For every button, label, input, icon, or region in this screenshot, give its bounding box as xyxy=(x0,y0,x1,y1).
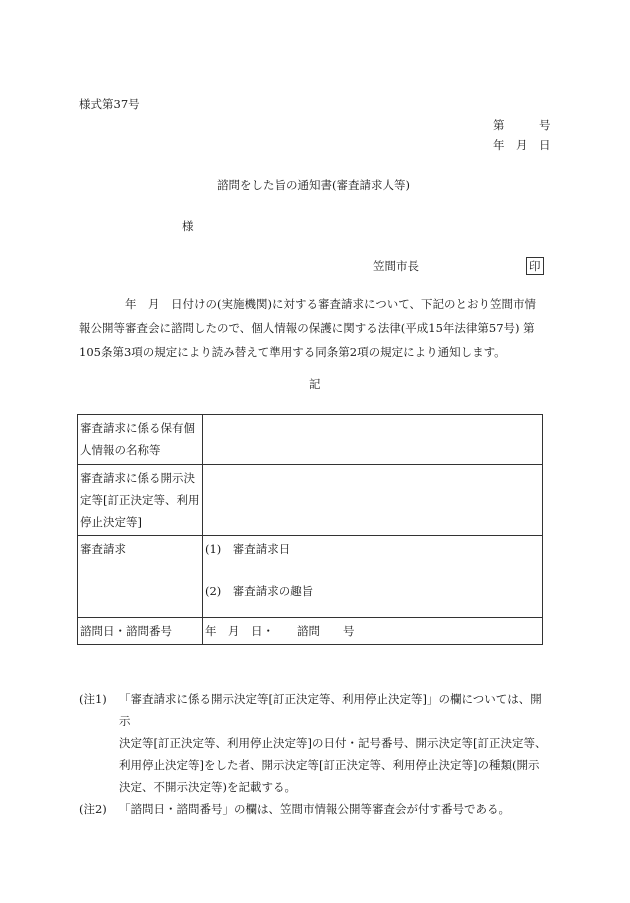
note-number: (注2) xyxy=(79,802,107,816)
table-row xyxy=(78,536,543,618)
row2-label-line: 停止決定等] xyxy=(80,515,142,529)
ki-heading: 記 xyxy=(309,377,321,391)
note-text xyxy=(119,798,549,820)
form-number: 様式第37号 xyxy=(79,97,140,111)
body-line: 報公開等審査会に諮問したので、個人情報の保護に関する法律(平成15年法律第57号) 第 xyxy=(79,321,535,335)
notes-section xyxy=(79,688,549,820)
row1-label xyxy=(78,415,203,465)
body-line: 105条第3項の規定により読み替えて準用する同条第2項の規定により通知します。 xyxy=(79,345,506,359)
note-line: 「審査請求に係る開示決定等[訂正決定等、利用停止決定等]」の欄については、開示 xyxy=(119,692,542,728)
document-title: 諮問をした旨の通知書(審査請求人等) xyxy=(217,178,410,192)
note-line: 決定等[訂正決定等、利用停止決定等]の日付・記号番号、開示決定等[訂正決定等、 xyxy=(119,736,547,750)
table-row xyxy=(78,618,543,645)
request-date-item: (1) 審査請求日 xyxy=(205,542,291,556)
row1-label-line: 審査請求に係る保有個 xyxy=(80,421,195,435)
document-number: 第 号 xyxy=(493,118,551,132)
seal-text: 印 xyxy=(526,257,544,275)
note-1 xyxy=(79,688,549,798)
row2-value xyxy=(203,465,543,536)
note-2 xyxy=(79,798,549,820)
body-paragraph xyxy=(79,292,544,364)
sender-name: 笠間市長 xyxy=(373,259,419,273)
row2-label xyxy=(78,465,203,536)
request-purpose-item: (2) 審査請求の趣旨 xyxy=(205,584,314,598)
note-line: 決定、不開示決定等)を記載する。 xyxy=(119,780,296,794)
table-row xyxy=(78,415,543,465)
note-number: (注1) xyxy=(79,692,107,706)
note-text xyxy=(119,688,549,798)
row4-value: 年 月 日・ 諮問 号 xyxy=(203,618,543,645)
request-table xyxy=(77,414,543,645)
row4-label: 諮問日・諮問番号 xyxy=(78,618,203,645)
row1-label-line: 人情報の名称等 xyxy=(80,443,161,457)
row2-label-line: 定等[訂正決定等、利用 xyxy=(80,493,200,507)
issue-date: 年 月 日 xyxy=(493,138,551,152)
row1-value xyxy=(203,415,543,465)
table-row xyxy=(78,465,543,536)
spacer xyxy=(205,560,540,580)
addressee-sama: 様 xyxy=(182,219,194,233)
note-line: 利用停止決定等]をした者、開示決定等[訂正決定等、利用停止決定等]の種類(開示 xyxy=(119,758,540,772)
row3-label: 審査請求 xyxy=(78,536,203,618)
seal-mark xyxy=(526,257,544,275)
note-line: 「諮問日・諮問番号」の欄は、笠間市情報公開等審査会が付す番号である。 xyxy=(119,802,510,816)
row3-value xyxy=(203,536,543,618)
body-line: 年 月 日付けの(実施機関)に対する審査請求について、下記のとおり笠間市情 xyxy=(79,297,537,311)
row2-label-line: 審査請求に係る開示決 xyxy=(80,471,195,485)
